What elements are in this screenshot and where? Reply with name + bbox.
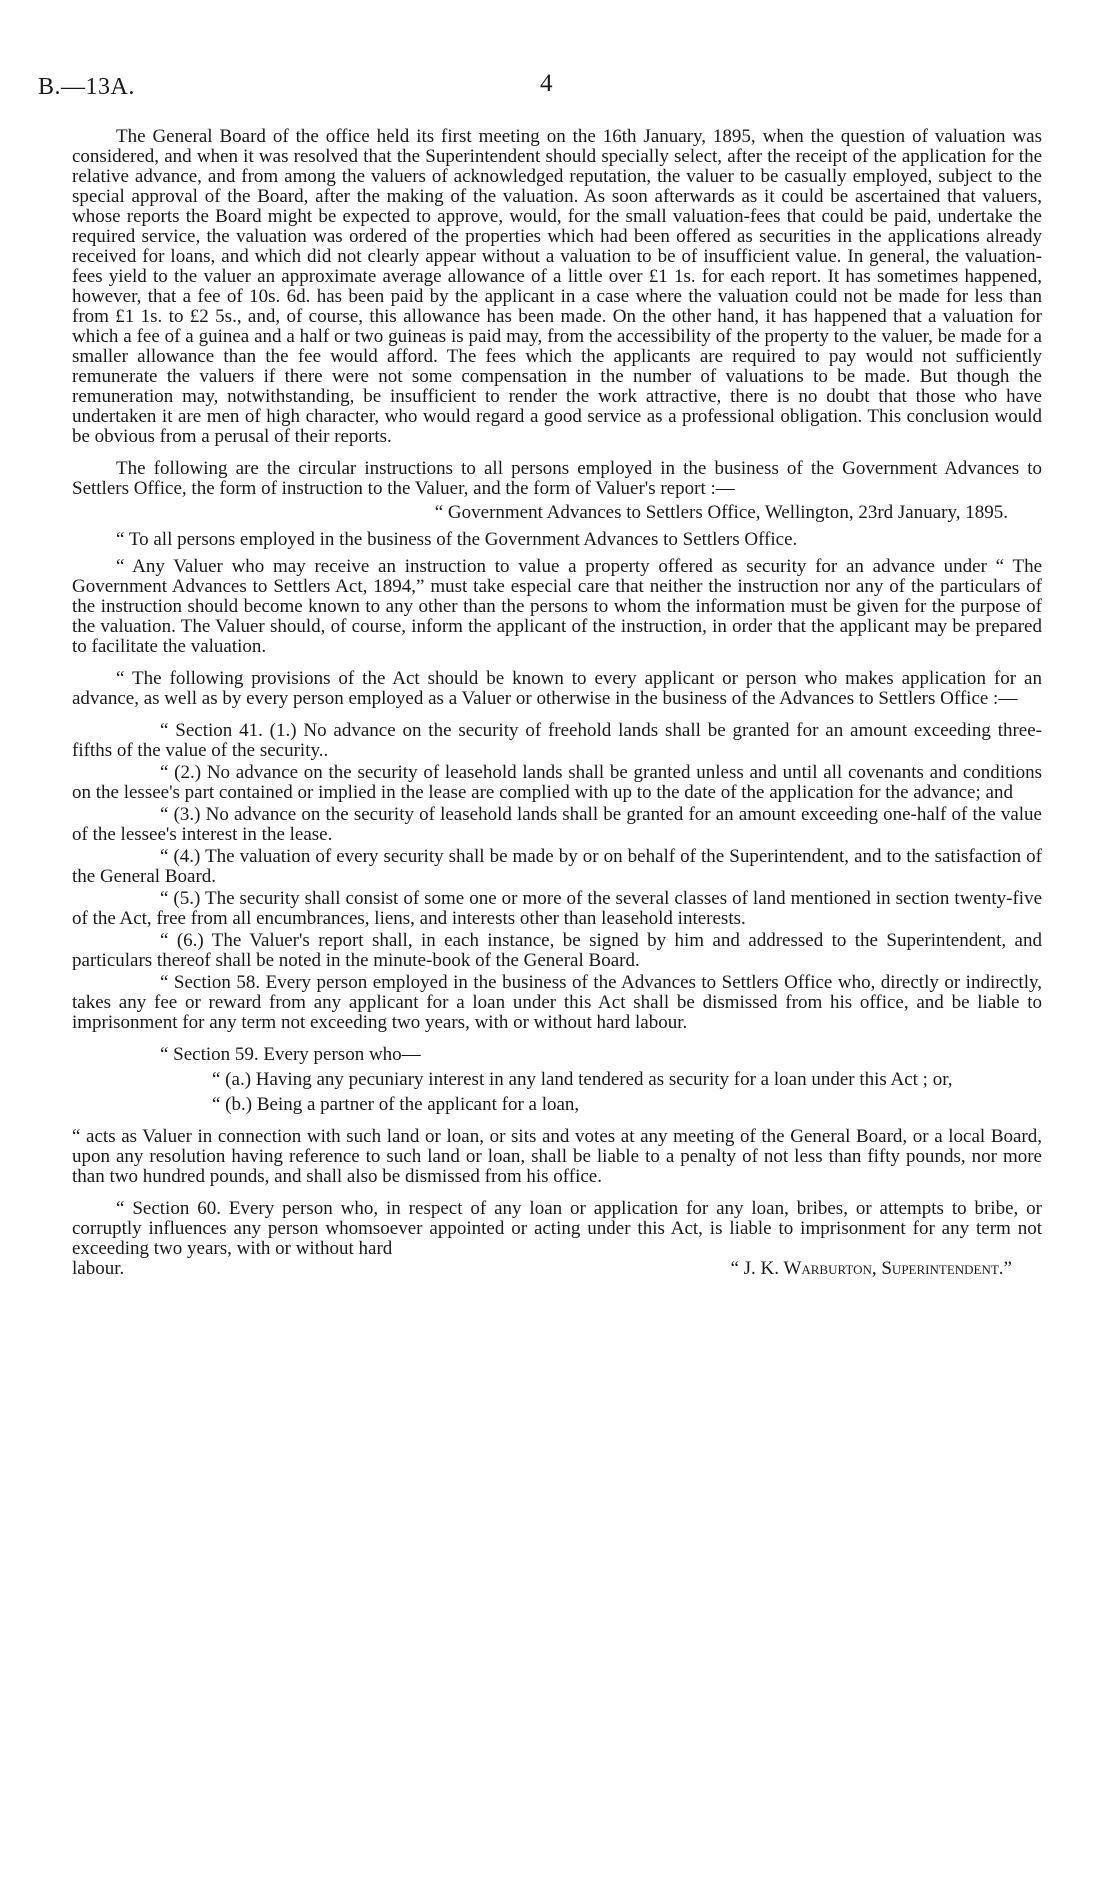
section-59-b bbox=[72, 1095, 1042, 1115]
section-41-5: “ (5.) The security shall consist of some one or more of the several classes of land mentioned in section twenty-five of the Act, free from all encumbrances, liens, and interests other than leasehold interests. bbox=[72, 888, 1042, 929]
circular-addressee: “ To all persons employed in the business of the Government Advances to Settlers Office. bbox=[116, 529, 798, 550]
section-59-b-text: Being a partner of the applicant for a loan, bbox=[256, 1094, 580, 1115]
section-41-1: “ Section 41. (1.) No advance on the security of freehold lands shall be granted for an amount exceeding three-fifths of the value of the security.. bbox=[72, 720, 1042, 761]
section-58: “ Section 58. Every person employed in the business of the Advances to Settlers Office who, directly or indirectly, takes any fee or reward from any applicant for a loan under this Act shall be dismissed from his office, and be liable to imprisonment for any term not exceeding two years, with or without hard labour. bbox=[72, 972, 1042, 1033]
page-reference: B.—13A. bbox=[38, 74, 135, 100]
section-59-a-text: Having any pecuniary interest in any land tendered as security for a loan under this Act ; or, bbox=[255, 1069, 953, 1090]
paragraph-valuation: The General Board of the office held its first meeting on the 16th January, 1895, when the question of valuation was considered, and when it was resolved that the Superintendent should specially select, after the receipt of the application for the relative advance, and from among the valuers of acknowledged reputation, the valuer to be casually employed, subject to the special approval of the Board, after the making of the valuation. As soon afterwards as it could be ascertained that valuers, whose reports the Board might be expected to approve, would, for the small valuation-fees that could be paid, undertake the required service, the valuation was ordered of the properties which had been offered as securities in the applications already received for loans, and which did not clearly appear without a valuation to be of insufficient value. In general, the valuation-fees yield to the valuer an approximate average allowance of a little over £1 1s. for each report. It has sometimes happened, however, that a fee of 10s. 6d. has been paid by the applicant in a case where the valuation could not be made for less than from £1 1s. to £2 5s., and, of course, this allowance has been made. On the other hand, it has happened that a valuation for which a fee of a guinea and a half or two guineas is paid may, from the accessibility of the property to the valuer, be made for a smaller allowance than the fee would afford. The fees which the applicants are required to pay would not sufficiently remunerate the valuers if there were not some compensation in the number of valuations to be made. But though the remuneration may, notwithstanding, be insufficient to render the work attractive, there is no doubt that those who have undertaken it are men of high character, who would regard a good service as a professional obligation. This conclusion would be obvious from a perusal of their reports. bbox=[72, 126, 1042, 447]
page-number: 4 bbox=[540, 70, 553, 97]
section-41-4: “ (4.) The valuation of every security shall be made by or on behalf of the Superintendent, and to the satisfaction of the General Board. bbox=[72, 846, 1042, 887]
section-60: “ Section 60. Every person who, in respect of any loan or application for any loan, bribes, or attempts to bribe, or corruptly influences any person whomsoever appointed or acting under this Act, is liable to imprisonment for any term not exceeding two years, with or without hard bbox=[72, 1198, 1042, 1259]
section-59: “ Section 59. Every person who— bbox=[160, 1044, 421, 1065]
circular-dateline: “ Government Advances to Settlers Office, Wellington, 23rd January, 1895. bbox=[434, 502, 1008, 523]
paragraph-valuer-instruction: “ Any Valuer who may receive an instruction to value a property offered as security for an advance under “ The Government Advances to Settlers Act, 1894,” must take especial care that neither the instruction nor any of the particulars of the instruction should become known to any other than the persons to whom the information must be given for the purpose of the valuation. The Valuer should, of course, inform the applicant of the instruction, in order that the applicant may be prepared to facilitate the valuation. bbox=[72, 556, 1042, 657]
section-41-6: “ (6.) The Valuer's report shall, in each instance, be signed by him and addressed to the Superintendent, and particulars thereof shall be noted in the minute-book of the General Board. bbox=[72, 930, 1042, 971]
section-41-2: “ (2.) No advance on the security of leasehold lands shall be granted unless and until all covenants and conditions on the lessee's part contained or implied in the lease are complied with up to the date of the application for the advance; and bbox=[72, 762, 1042, 803]
paragraph-circular-intro: The following are the circular instructions to all persons employed in the business of the Government Advances to Settlers Office, the form of instruction to the Valuer, and the form of Valuer's report :— bbox=[72, 458, 1042, 499]
section-60-end: labour. bbox=[72, 1258, 125, 1279]
section-41-3: “ (3.) No advance on the security of leasehold lands shall be granted for an amount exceeding one-half of the value of the lessee's interest in the lease. bbox=[72, 804, 1042, 845]
section-59-tail: “ acts as Valuer in connection with such land or loan, or sits and votes at any meeting of the General Board, or a local Board, upon any resolution having reference to such land or loan, shall be liable to a penalty of not less than fifty pounds, nor more than two hundred pounds, and shall also be dismissed from his office. bbox=[72, 1126, 1042, 1187]
signature: “ J. K. Warburton, Superintendent.” bbox=[730, 1258, 1012, 1279]
section-59-b-mark: “ (b.) bbox=[212, 1094, 253, 1115]
signature-line bbox=[72, 1259, 1042, 1279]
body-text bbox=[72, 127, 1042, 1279]
section-59-a-mark: “ (a.) bbox=[212, 1069, 252, 1090]
paragraph-act-provisions: “ The following provisions of the Act should be known to every applicant or person who makes application for an advance, as well as by every person employed as a Valuer or otherwise in the business of the Advances to Settlers Office :— bbox=[72, 668, 1042, 709]
section-59-a bbox=[72, 1070, 1042, 1090]
